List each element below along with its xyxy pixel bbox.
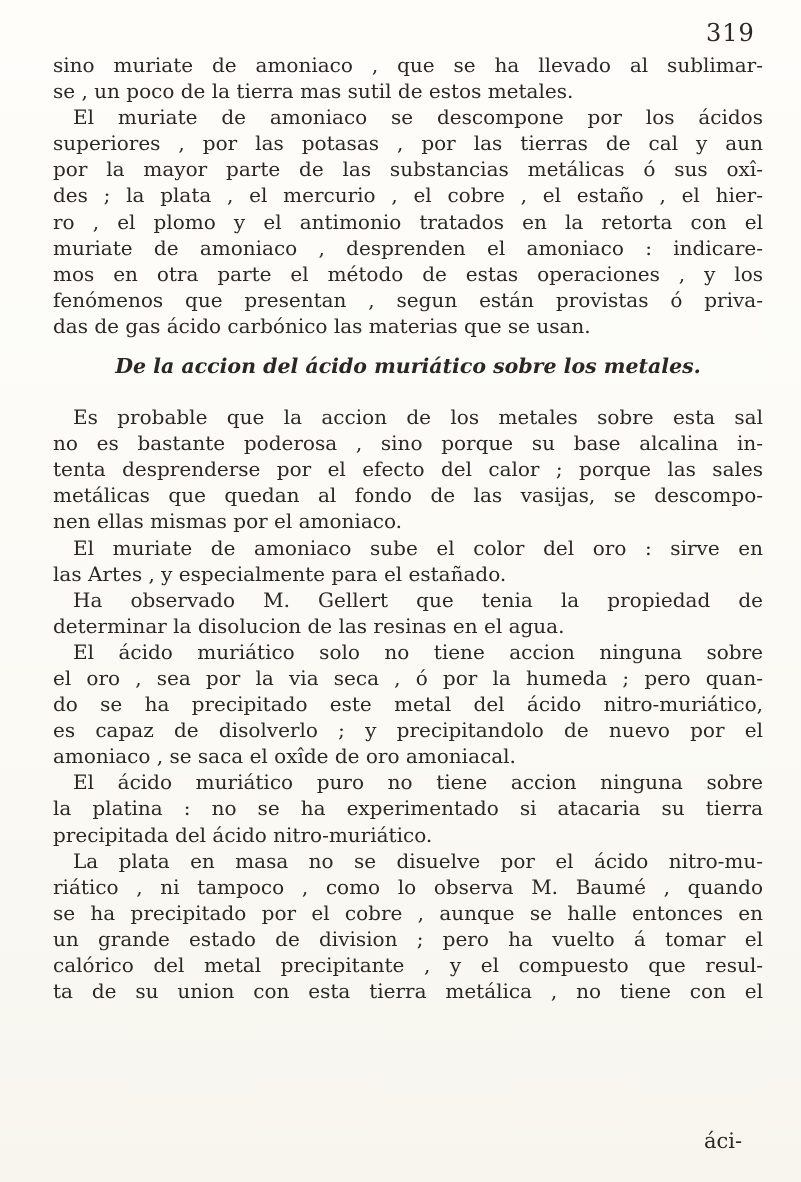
paragraph (53, 587, 763, 639)
paragraph (53, 769, 763, 847)
text-line: las Artes , y especialmente para el estañado. (53, 561, 507, 586)
text-line: ro , el plomo y el antimonio tratados en la retorta con el (53, 209, 763, 234)
text-line: fenómenos que presentan , segun están provistas ó priva- (53, 287, 763, 312)
paragraph (53, 535, 763, 587)
paragraph (53, 52, 763, 104)
text-line: nen ellas mismas por el amoniaco. (53, 509, 402, 534)
text-line: es capaz de disolverlo ; y precipitandolo de nuevo por el (53, 718, 763, 743)
text-line: El muriate de amoniaco sube el color del oro : sirve en (73, 535, 763, 560)
text-line: riático , ni tampoco , como lo observa M. Baumé , quando (53, 874, 763, 899)
text-line: El muriate de amoniaco se descompone por los ácidos (73, 105, 763, 130)
text-line: mos en otra parte el método de estas operaciones , y los (53, 261, 763, 286)
text-line: Ha observado M. Gellert que tenia la propiedad de (73, 587, 763, 612)
page-number: 319 (706, 19, 755, 47)
text-line: superiores , por las potasas , por las tierras de cal y aun (53, 131, 763, 156)
text-line: se ha precipitado por el cobre , aunque se halle entonces en (53, 900, 763, 925)
body-text (53, 52, 763, 1004)
text-line: muriate de amoniaco , desprenden el amoniaco : indicare- (53, 235, 763, 260)
text-line: la platina : no se ha experimentado si atacaria su tierra (53, 796, 763, 821)
text-line: das de gas ácido carbónico las materias que se usan. (53, 313, 591, 338)
paragraph (53, 104, 763, 339)
paragraph (53, 848, 763, 1005)
text-line: el oro , sea por la via seca , ó por la humeda ; pero quan- (53, 665, 763, 690)
text-line: Es probable que la accion de los metales sobre esta sal (73, 405, 763, 430)
text-line: precipitada del ácido nitro-muriático. (53, 822, 433, 847)
text-line: El ácido muriático solo no tiene accion ninguna sobre (73, 639, 763, 664)
text-line: calórico del metal precipitante , y el compuesto que resul- (53, 953, 763, 977)
text-line: El ácido muriático puro no tiene accion ninguna sobre (73, 770, 763, 795)
paragraph (53, 639, 763, 769)
section-heading: De la accion del ácido muriático sobre los metales. (115, 354, 701, 379)
text-line: do se ha precipitado este metal del ácido nitro-muriático, (53, 692, 763, 717)
text-line: un grande estado de division ; pero ha vuelto á tomar el (53, 926, 763, 951)
text-line: ta de su union con esta tierra metálica , no tiene con el (53, 979, 763, 1004)
text-line: metálicas que quedan al fondo de las vasijas, se descompo- (53, 483, 763, 508)
text-line: se , un poco de la tierra mas sutil de estos metales. (53, 79, 574, 104)
paragraph (53, 404, 763, 534)
text-line: tenta desprenderse por el efecto del calor ; porque las sales (53, 457, 763, 482)
text-line: La plata en masa no se disuelve por el ácido nitro-mu- (73, 848, 763, 873)
text-line: no es bastante poderosa , sino porque su base alcalina in- (53, 431, 763, 456)
text-line: des ; la plata , el mercurio , el cobre , el estaño , el hier- (53, 183, 763, 208)
text-line: sino muriate de amoniaco , que se ha llevado al sublimar- (53, 53, 763, 77)
text-line: determinar la disolucion de las resinas en el agua. (53, 613, 565, 638)
text-line: por la mayor parte de las substancias metálicas ó sus oxî- (53, 157, 763, 182)
catchword: áci- (704, 1129, 743, 1153)
text-line: amoniaco , se saca el oxîde de oro amoniacal. (53, 744, 516, 769)
